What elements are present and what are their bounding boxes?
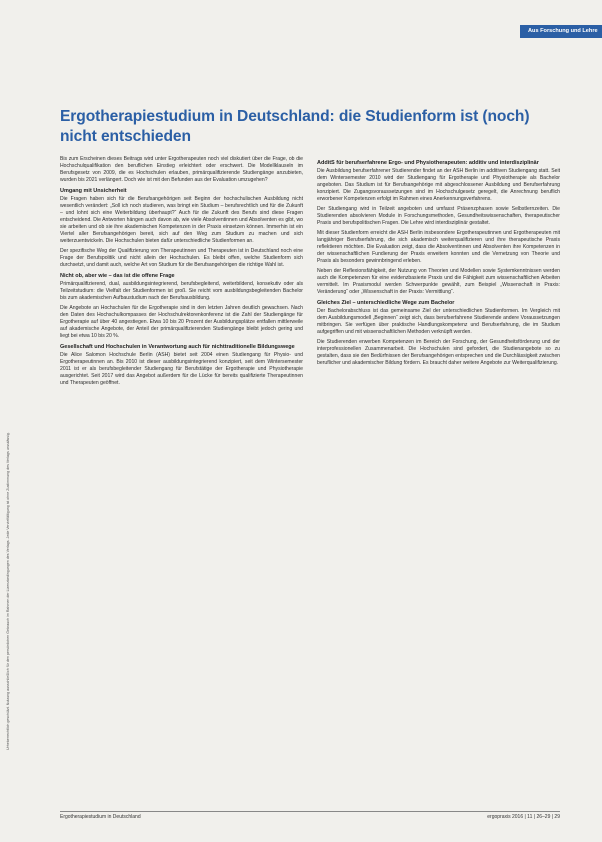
article-title: Ergotherapiestudium in Deutschland: die Studienform ist (noch) nicht entschieden <box>60 108 530 145</box>
body-paragraph: Die Angebote an Hochschulen für die Ergotherapie sind in den letzten Jahren deutlich gewachsen. Nach den Daten des Hochschulkompasses der Hochschulrektorenkonferenz ist die Zahl der Studiengänge für Ergotherapie auf über 40 angestiegen. Etwa 10 bis 20 Prozent der Ausbildungsplätze entfallen mittlerweile auf akademische Angebote, der Anteil der primärqualifizierenden Studiengänge bleibt jedoch gering und liegt bei etwa 10 bis 20 %. <box>60 305 303 339</box>
body-paragraph: Der Bachelorabschluss ist das gemeinsame Ziel der unterschiedlichen Studienformen. Im Vergleich mit dem Ausbildungsmodell „Beginnen“ zeigt sich, dass berufserfahrene Studierende andere Voraussetzungen mitbringen. Sie verfügen über praktische Handlungskompetenz und Berufserfahrung, die im Studium aufgegriffen und mit wissenschaftlichen Methoden verknüpft werden. <box>317 308 560 335</box>
section-heading: Nicht ob, aber wie – das ist die offene Frage <box>60 273 175 279</box>
article-column-right <box>317 156 560 801</box>
footer-rule <box>60 811 560 812</box>
body-paragraph: Neben der Reflexionsfähigkeit, der Nutzung von Theorien und Modellen sowie Systemkenntnissen werden auch die Kompetenzen für eine evidenzbasierte Praxis und die Fähigkeit zum wissenschaftlichen Arbeiten vermittelt. Im Praxismodul werden Schwerpunkte gewählt, zum Beispiel „Wissenschaft in Praxis: Veränderung“ oder „Wissenschaft in der Praxis: Vermittlung“. <box>317 268 560 295</box>
body-paragraph: Die Alice Salomon Hochschule Berlin (ASH) bietet seit 2004 einen Studiengang für Physio- und Ergotherapeutinnen an. Bis 2010 ist dieser ausbildungsintegrierend konzipiert, seit dem Wintersemester 2011 ist er als berufsbegleitender Studiengang für Berufstätige der Ergotherapie und Physiotherapie ausgerichtet. Seit 2017 wird das Angebot außerdem für die Lücke für bereits qualifizierte Therapeutinnen und Therapeuten geöffnet. <box>60 352 303 386</box>
body-paragraph: Die Studierenden erwerben Kompetenzen im Bereich der Forschung, der Gesundheitsförderung und der interprofessionellen Zusammenarbeit. Die Hochschulen sind gefordert, die Studienangebote so zu gestalten, dass sie den Bedürfnissen der Berufsangehörigen entsprechen und die Durchlässigkeit zwischen beruflicher und akademischer Bildung fördern. Es braucht daher weitere Angebote zur Weiterqualifizierung. <box>317 339 560 366</box>
section-heading: Umgang mit Unsicherheit <box>60 188 127 194</box>
section-tab: Aus Forschung und Lehre <box>520 25 602 38</box>
footer-running-title: Ergotherapiestudium in Deutschland <box>60 814 141 820</box>
body-paragraph: Bis zum Erscheinen dieses Beitrags wird unter Ergotherapeuten noch viel diskutiert über die Frage, ob die Hochschulqualifikation den beruflichen Einstieg erleichtert oder erschwert. Die Modellklauseln im Berufsgesetz von 2009, die es Hochschulen erlauben, primärqualifizierende Studiengänge anzubieten, wurden bis 2021 verlängert. Doch wie ist mit den Befunden aus der Evaluation umzugehen? <box>60 156 303 183</box>
article-column-left <box>60 156 303 801</box>
section-heading: Gesellschaft und Hochschulen in Verantwortung auch für nichttraditionelle Bildungswege <box>60 344 295 350</box>
body-paragraph: Primärqualifizierend, dual, ausbildungsintegrierend, berufsbegleitend, weiterbildend, konsekutiv oder als Teilzeitstudium: die Vielfalt der Studienformen ist groß. Sie reicht vom ausbildungsbegleitenden Bachelor bis zum akademischen Aufbaustudium nach der Berufsausbildung. <box>60 281 303 301</box>
body-paragraph: Der Studiengang wird in Teilzeit angeboten und umfasst Präsenzphasen sowie Selbstlernzeiten. Die Studierenden absolvieren Module in Forschungsmethoden, Gesundheitswissenschaften, therapeutischer Praxis und berufspolitischen Fragen. Die Lehre wird interdisziplinär gestaltet. <box>317 206 560 226</box>
body-paragraph: Die Ausbildung berufserfahrener Studierender findet an der ASH Berlin im additiven Studiengang statt. Seit dem Wintersemester 2010 wird der Studiengang für Ergotherapie und Physiotherapie als Bachelor angeboten. Das Studium ist für Berufsangehörige mit abgeschlossener Ausbildung und Berufserfahrung konzipiert. Die Zugangsvoraussetzungen sind im Hochschulgesetz geregelt, die Anrechnung beruflich erworbener Kompetenzen erfolgt im Rahmen eines Anerkennungsverfahrens. <box>317 168 560 202</box>
section-heading: Gleiches Ziel – unterschiedliche Wege zum Bachelor <box>317 300 455 306</box>
copyright-margin-note: Urheberrechtlich geschützt. Nutzung ausschließlich für den persönlichen Gebrauch im Rahmen der Lizenzbedingungen des Verlags. Jede Vervielfältigung ist ohne Zustimmung des Verlags unzulässig. <box>6 432 10 750</box>
footer-page-info: ergopraxis 2016 | 11 | 26–29 | 29 <box>487 814 560 820</box>
section-heading: AdditS für berufserfahrene Ergo- und Physiotherapeuten: additiv und interdisziplinär <box>317 160 539 166</box>
body-paragraph: Der spezifische Weg der Qualifizierung von Therapeutinnen und Therapeuten ist in Deutschland noch eine Frage der Berufspolitik und nicht allein der Hochschulen. Es bleibt offen, welche Studienform sich durchsetzt, und damit auch, welche Art von Studium für die Berufsangehörigen die richtige Wahl ist. <box>60 248 303 268</box>
body-paragraph: Die Fragen haben sich für die Berufsangehörigen seit Beginn der hochschulischen Ausbildung nicht wesentlich verändert: „Soll ich noch studieren, was bringt ein Studium – berufsrechtlich und für die Zukunft – und lohnt sich eine Weiterbildung überhaupt?“ Auch für die Zukunft des Berufs sind diese Fragen entscheidend. Die Antworten hängen auch davon ab, wie viele Absolventinnen und Absolventen es gibt, wo sie arbeiten und ob sie ihre akademischen Kompetenzen in der Praxis einsetzen können. Immerhin ist ein Viertel aller Berufsangehörigen bereit, sich auf den Weg zum Studium zu machen und sich weiterzuentwickeln. Die Hochschulen bieten dafür unterschiedliche Studienformen an. <box>60 196 303 244</box>
body-paragraph: Mit dieser Studienform erreicht die ASH Berlin insbesondere Ergotherapeutinnen und Ergotherapeuten mit langjähriger Berufserfahrung, die sich akademisch weiterqualifizieren und ihre therapeutische Praxis reflektieren möchten. Die Evaluation zeigt, dass die Absolventinnen und Absolventen ihre Kompetenzen in der wissenschaftlichen Fundierung der Praxis erweitern konnten und die Vernetzung von Theorie und Praxis als besonders gewinnbringend erleben. <box>317 230 560 264</box>
